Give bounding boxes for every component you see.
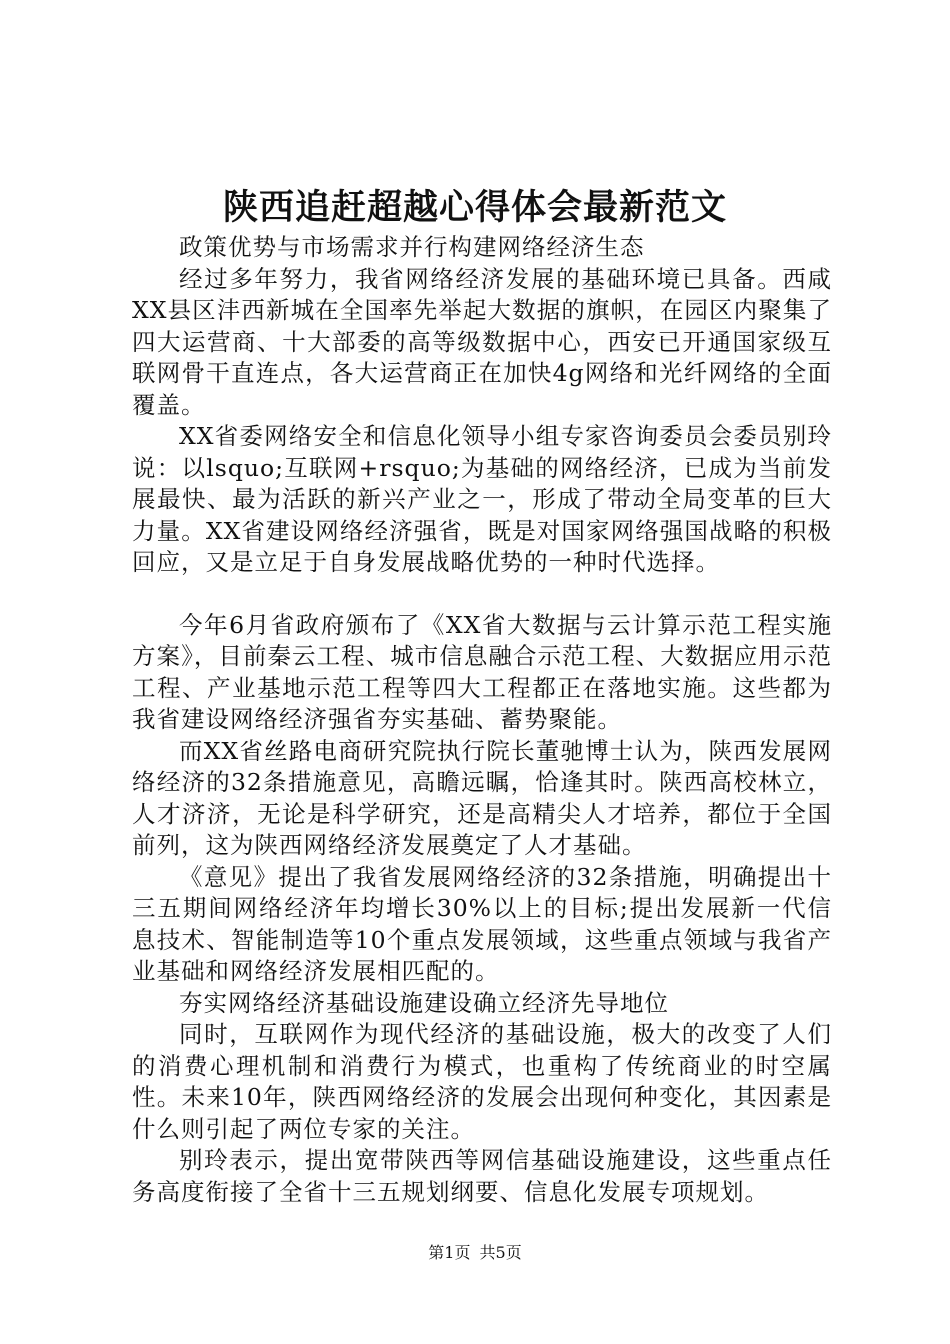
document-body	[132, 232, 832, 1208]
paragraph: 经过多年努力，我省网络经济发展的基础环境已具备。西咸XX县区沣西新城在全国率先举起大数据的旗帜，在园区内聚集了四大运营商、十大部委的高等级数据中心，西安已开通国家级互联网骨干直连点，各大运营商正在加快4g网络和光纤网络的全面覆盖。	[132, 264, 832, 419]
page-total: 共5页	[479, 1243, 522, 1262]
paragraph: 而XX省丝路电商研究院执行院长董驰博士认为，陕西发展网络经济的32条措施意见，高瞻远瞩，恰逢其时。陕西高校林立，人才济济，无论是科学研究，还是高精尖人才培养，都位于全国前列，这为陕西网络经济发展奠定了人才基础。	[132, 736, 832, 859]
page-number: 第1页	[428, 1243, 471, 1262]
page-footer	[0, 1242, 950, 1264]
paragraph: 同时，互联网作为现代经济的基础设施，极大的改变了人们的消费心理机制和消费行为模式，也重构了传统商业的时空属性。未来10年，陕西网络经济的发展会出现何种变化，其因素是什么则引起了两位专家的关注。	[132, 1020, 832, 1143]
document-title: 陕西追赶超越心得体会最新范文	[222, 187, 727, 228]
paragraph: 今年6月省政府颁布了《XX省大数据与云计算示范工程实施方案》，目前秦云工程、城市信息融合示范工程、大数据应用示范工程、产业基地示范工程等四大工程都正在落地实施。这些都为我省建设网络经济强省夯实基础、蓄势聚能。	[132, 610, 832, 733]
paragraph: 别玲表示，提出宽带陕西等网信基础设施建设，这些重点任务高度衔接了全省十三五规划纲要、信息化发展专项规划。	[132, 1146, 832, 1206]
section-heading: 夯实网络经济基础设施建设确立经济先导地位	[179, 988, 669, 1017]
paragraph: 《意见》提出了我省发展网络经济的32条措施，明确提出十三五期间网络经济年均增长30%以上的目标;提出发展新一代信息技术、智能制造等10个重点发展领域，这些重点领域与我省产业基础和网络经济发展相匹配的。	[132, 862, 832, 985]
section-heading: 政策优势与市场需求并行构建网络经济生态	[179, 233, 645, 261]
paragraph: XX省委网络安全和信息化领导小组专家咨询委员会委员别玲说：以lsquo;互联网+rsquo;为基础的网络经济，已成为当前发展最快、最为活跃的新兴产业之一，形成了带动全局变革的巨大力量。XX省建设网络经济强省，既是对国家网络强国战略的积极回应，又是立足于自身发展战略优势的一种时代选择。	[132, 422, 832, 576]
